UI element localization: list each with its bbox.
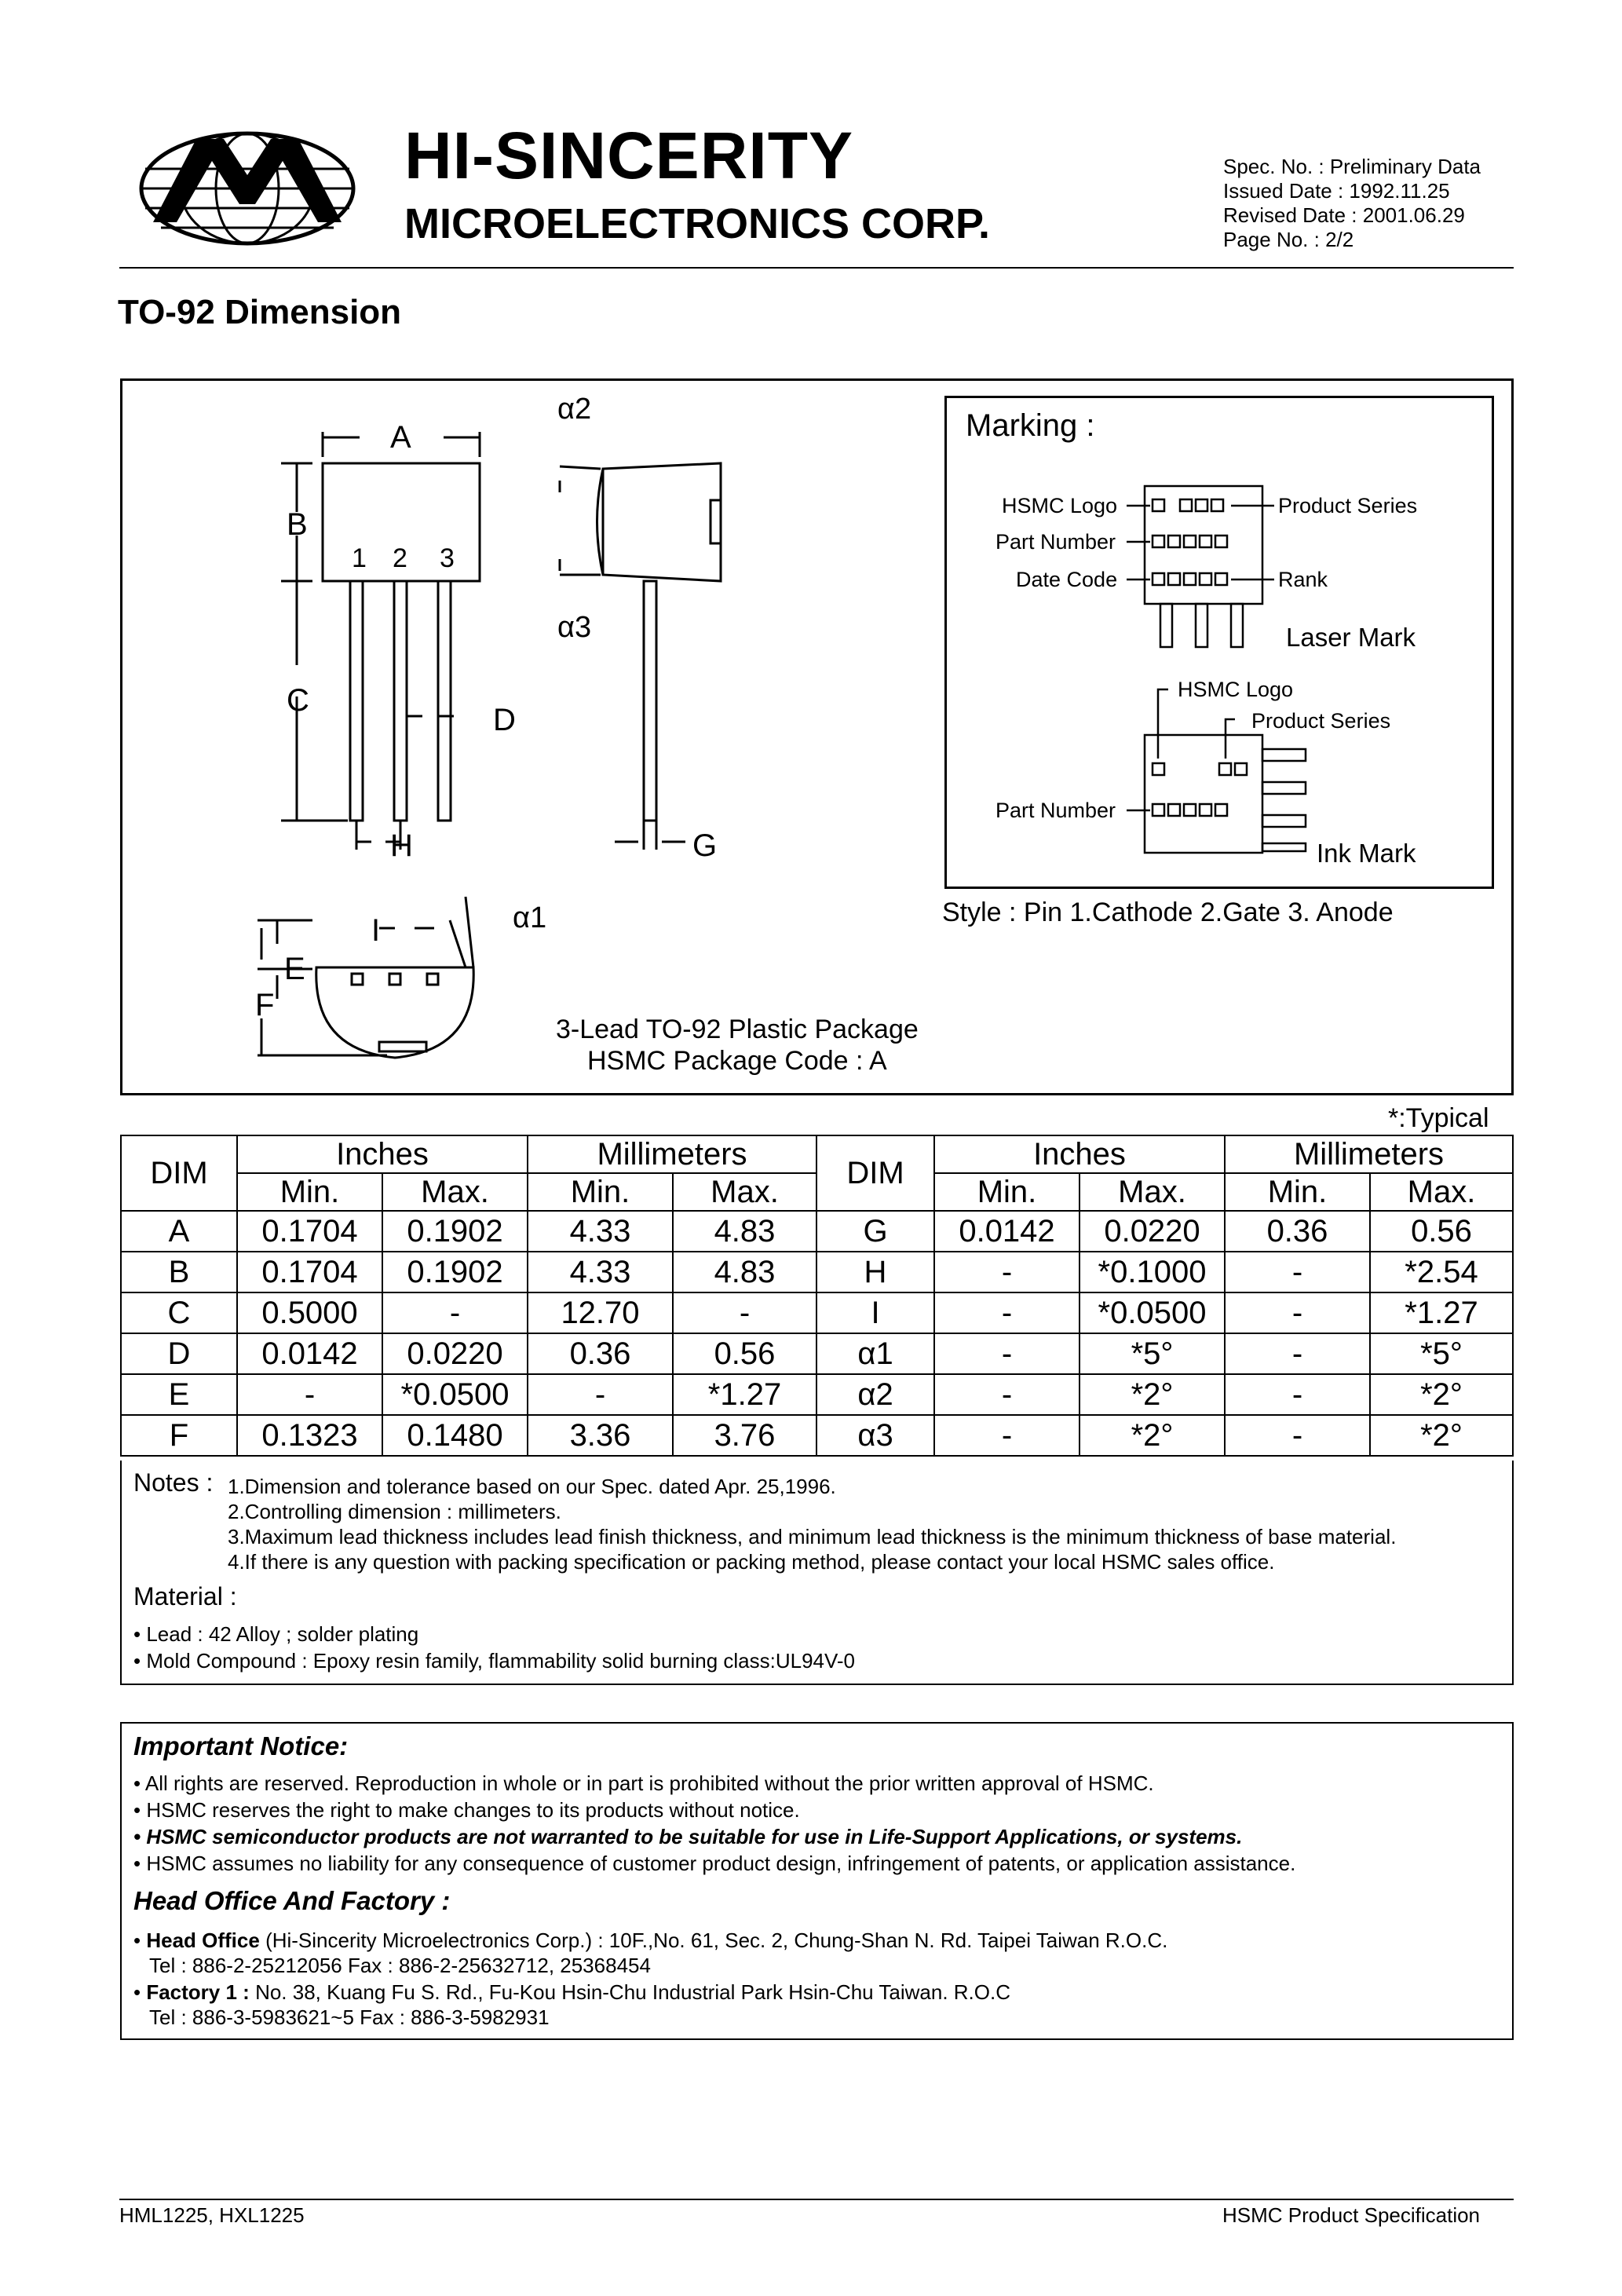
- table-row: [121, 1374, 1513, 1415]
- page-no: Page No. : 2/2: [1223, 228, 1354, 251]
- company-name: HI-SINCERITY: [404, 119, 854, 192]
- ink-product-series-label: Product Series: [1251, 709, 1391, 733]
- value-cell: -: [237, 1374, 382, 1415]
- dimension-table: [120, 1135, 1514, 1457]
- dim-label-i: I: [371, 913, 381, 948]
- laser-hsmc-logo-label: HSMC Logo: [1002, 494, 1118, 517]
- value-cell: -: [934, 1252, 1080, 1292]
- value-cell: 0.0220: [1080, 1211, 1225, 1252]
- notice-item: • HSMC reserves the right to make changes to its products without notice.: [133, 1798, 800, 1822]
- dim-cell: α2: [816, 1374, 934, 1415]
- value-cell: 0.56: [1370, 1211, 1513, 1252]
- pin-label-2: 2: [393, 543, 407, 573]
- ink-mark-caption: Ink Mark: [1317, 839, 1416, 868]
- value-cell: 0.1704: [237, 1211, 382, 1252]
- col-max: Max.: [673, 1173, 816, 1211]
- package-caption-2: HSMC Package Code : A: [587, 1046, 887, 1076]
- value-cell: *0.1000: [1080, 1252, 1225, 1292]
- value-cell: *2°: [1080, 1415, 1225, 1456]
- dim-label-e: E: [284, 952, 305, 986]
- footer-divider: [119, 2199, 1514, 2200]
- col-max: Max.: [382, 1173, 528, 1211]
- laser-date-code-label: Date Code: [1016, 568, 1118, 591]
- dim-cell: C: [121, 1292, 237, 1333]
- factory-line: [133, 1980, 1010, 2005]
- dim-label-c: C: [287, 683, 309, 718]
- ink-part-number-label: Part Number: [995, 799, 1116, 822]
- col-min: Min.: [1225, 1173, 1370, 1211]
- table-row: [121, 1211, 1513, 1252]
- laser-product-series-label: Product Series: [1278, 494, 1418, 517]
- header-divider: [119, 267, 1514, 269]
- value-cell: -: [934, 1374, 1080, 1415]
- value-cell: *0.0500: [382, 1374, 528, 1415]
- dim-cell: B: [121, 1252, 237, 1292]
- value-cell: -: [382, 1292, 528, 1333]
- dim-cell: F: [121, 1415, 237, 1456]
- factory-label: Factory 1 :: [146, 1980, 250, 2004]
- notice-item: • All rights are reserved. Reproduction in whole or in part is prohibited without the prior written approval of HSMC.: [133, 1771, 1154, 1795]
- head-office-line: [133, 1929, 1167, 1953]
- note-item: 4.If there is any question with packing specification or packing method, please contact your local HSMC sales office.: [228, 1550, 1275, 1574]
- value-cell: 4.33: [528, 1211, 673, 1252]
- dim-label-a: A: [390, 420, 411, 455]
- pin-label-1: 1: [352, 543, 367, 573]
- notice-title: Important Notice:: [133, 1731, 349, 1760]
- value-cell: -: [1225, 1333, 1370, 1374]
- head-office-tel: Tel : 886-2-25212056 Fax : 886-2-25632712, 25368454: [149, 1954, 651, 1977]
- ink-hsmc-logo-label: HSMC Logo: [1178, 678, 1294, 701]
- dim-label-d: D: [493, 703, 516, 737]
- dim-label-g: G: [692, 828, 718, 863]
- factory-tel: Tel : 886-3-5983621~5 Fax : 886-3-5982931: [149, 2005, 550, 2029]
- dim-label-f: F: [255, 988, 275, 1022]
- value-cell: -: [1225, 1374, 1370, 1415]
- dim-cell: G: [816, 1211, 934, 1252]
- marking-title: Marking :: [966, 408, 1095, 443]
- value-cell: 12.70: [528, 1292, 673, 1333]
- dim-cell: I: [816, 1292, 934, 1333]
- col-max: Max.: [1370, 1173, 1513, 1211]
- col-min: Min.: [237, 1173, 382, 1211]
- value-cell: 4.83: [673, 1211, 816, 1252]
- material-item: • Lead : 42 Alloy ; solder plating: [133, 1622, 419, 1646]
- laser-mark-caption: Laser Mark: [1286, 623, 1416, 652]
- value-cell: *1.27: [1370, 1292, 1513, 1333]
- value-cell: *1.27: [673, 1374, 816, 1415]
- issued-date: Issued Date : 1992.11.25: [1223, 179, 1450, 203]
- value-cell: *5°: [1370, 1333, 1513, 1374]
- value-cell: *2°: [1370, 1415, 1513, 1456]
- value-cell: 4.33: [528, 1252, 673, 1292]
- spec-no: Spec. No. : Preliminary Data: [1223, 155, 1481, 178]
- section-title: TO-92 Dimension: [118, 293, 402, 331]
- value-cell: *2.54: [1370, 1252, 1513, 1292]
- footer-right: HSMC Product Specification: [1222, 2203, 1481, 2227]
- value-cell: *2°: [1370, 1374, 1513, 1415]
- bullet: •: [133, 1980, 147, 2004]
- value-cell: -: [528, 1374, 673, 1415]
- material-label: Material :: [133, 1582, 237, 1610]
- pin-style: Style : Pin 1.Cathode 2.Gate 3. Anode: [942, 898, 1394, 927]
- value-cell: 3.36: [528, 1415, 673, 1456]
- inches-header-right: Inches: [934, 1135, 1225, 1173]
- value-cell: 0.5000: [237, 1292, 382, 1333]
- col-min: Min.: [934, 1173, 1080, 1211]
- value-cell: *0.0500: [1080, 1292, 1225, 1333]
- value-cell: 0.1323: [237, 1415, 382, 1456]
- laser-rank-label: Rank: [1278, 568, 1328, 591]
- col-min: Min.: [528, 1173, 673, 1211]
- bullet: •: [133, 1929, 147, 1952]
- material-item: • Mold Compound : Epoxy resin family, flammability solid burning class:UL94V-0: [133, 1649, 856, 1673]
- value-cell: 0.36: [528, 1333, 673, 1374]
- laser-part-number-label: Part Number: [995, 530, 1116, 554]
- package-caption-1: 3-Lead TO-92 Plastic Package: [556, 1015, 919, 1044]
- footer-left: HML1225, HXL1225: [119, 2203, 305, 2227]
- dim-label-b: B: [287, 507, 308, 542]
- table-row: [121, 1252, 1513, 1292]
- value-cell: 0.1902: [382, 1252, 528, 1292]
- dim-label-h: H: [390, 828, 413, 863]
- value-cell: *2°: [1080, 1374, 1225, 1415]
- value-cell: -: [673, 1292, 816, 1333]
- dim-cell: α1: [816, 1333, 934, 1374]
- office-title: Head Office And Factory :: [133, 1886, 451, 1915]
- revised-date: Revised Date : 2001.06.29: [1223, 203, 1465, 227]
- dim-header-right: DIM: [816, 1135, 934, 1211]
- typical-note: *:Typical: [1388, 1103, 1489, 1133]
- table-row: [121, 1415, 1513, 1456]
- note-item: 2.Controlling dimension : millimeters.: [228, 1500, 561, 1523]
- dim-cell: A: [121, 1211, 237, 1252]
- value-cell: 0.56: [673, 1333, 816, 1374]
- notice-item: • HSMC assumes no liability for any consequence of customer product design, infringement of patents, or application assistance.: [133, 1852, 1296, 1875]
- mm-header-right: Millimeters: [1225, 1135, 1513, 1173]
- dim-header-left: DIM: [121, 1135, 237, 1211]
- value-cell: -: [1225, 1415, 1370, 1456]
- dim-label-alpha2: α2: [557, 393, 592, 426]
- value-cell: -: [934, 1415, 1080, 1456]
- dim-cell: H: [816, 1252, 934, 1292]
- value-cell: 0.0142: [237, 1333, 382, 1374]
- inches-header-left: Inches: [237, 1135, 528, 1173]
- notes-label: Notes :: [133, 1468, 214, 1497]
- value-cell: 0.0220: [382, 1333, 528, 1374]
- value-cell: -: [934, 1333, 1080, 1374]
- table-row: [121, 1333, 1513, 1374]
- note-item: 1.Dimension and tolerance based on our Spec. dated Apr. 25,1996.: [228, 1475, 836, 1498]
- note-item: 3.Maximum lead thickness includes lead finish thickness, and minimum lead thickness is the minimum thickness of base material.: [228, 1525, 1397, 1548]
- dim-label-alpha1: α1: [513, 901, 547, 934]
- value-cell: *5°: [1080, 1333, 1225, 1374]
- value-cell: 0.0142: [934, 1211, 1080, 1252]
- value-cell: -: [1225, 1292, 1370, 1333]
- head-office-address: (Hi-Sincerity Microelectronics Corp.) : 10F.,No. 61, Sec. 2, Chung-Shan N. Rd. Taipei Taiwan R.O.C.: [265, 1929, 1168, 1952]
- value-cell: 0.36: [1225, 1211, 1370, 1252]
- col-max: Max.: [1080, 1173, 1225, 1211]
- value-cell: 4.83: [673, 1252, 816, 1292]
- dim-cell: α3: [816, 1415, 934, 1456]
- value-cell: 0.1480: [382, 1415, 528, 1456]
- value-cell: 0.1902: [382, 1211, 528, 1252]
- value-cell: -: [1225, 1252, 1370, 1292]
- head-office-label: Head Office: [146, 1929, 260, 1952]
- table-row: [121, 1292, 1513, 1333]
- dim-cell: E: [121, 1374, 237, 1415]
- value-cell: 3.76: [673, 1415, 816, 1456]
- pin-label-3: 3: [440, 543, 455, 573]
- company-logo: [137, 130, 357, 247]
- value-cell: 0.1704: [237, 1252, 382, 1292]
- value-cell: -: [934, 1292, 1080, 1333]
- package-drawing: [120, 378, 984, 1095]
- mm-header-left: Millimeters: [528, 1135, 816, 1173]
- company-subname: MICROELECTRONICS CORP.: [404, 200, 991, 247]
- dim-label-alpha3: α3: [557, 611, 592, 644]
- factory-address: No. 38, Kuang Fu S. Rd., Fu-Kou Hsin-Chu Industrial Park Hsin-Chu Taiwan. R.O.C: [255, 1980, 1010, 2004]
- dim-cell: D: [121, 1333, 237, 1374]
- notice-item: • HSMC semiconductor products are not warranted to be suitable for use in Life-Support Applications, or systems.: [133, 1825, 1243, 1848]
